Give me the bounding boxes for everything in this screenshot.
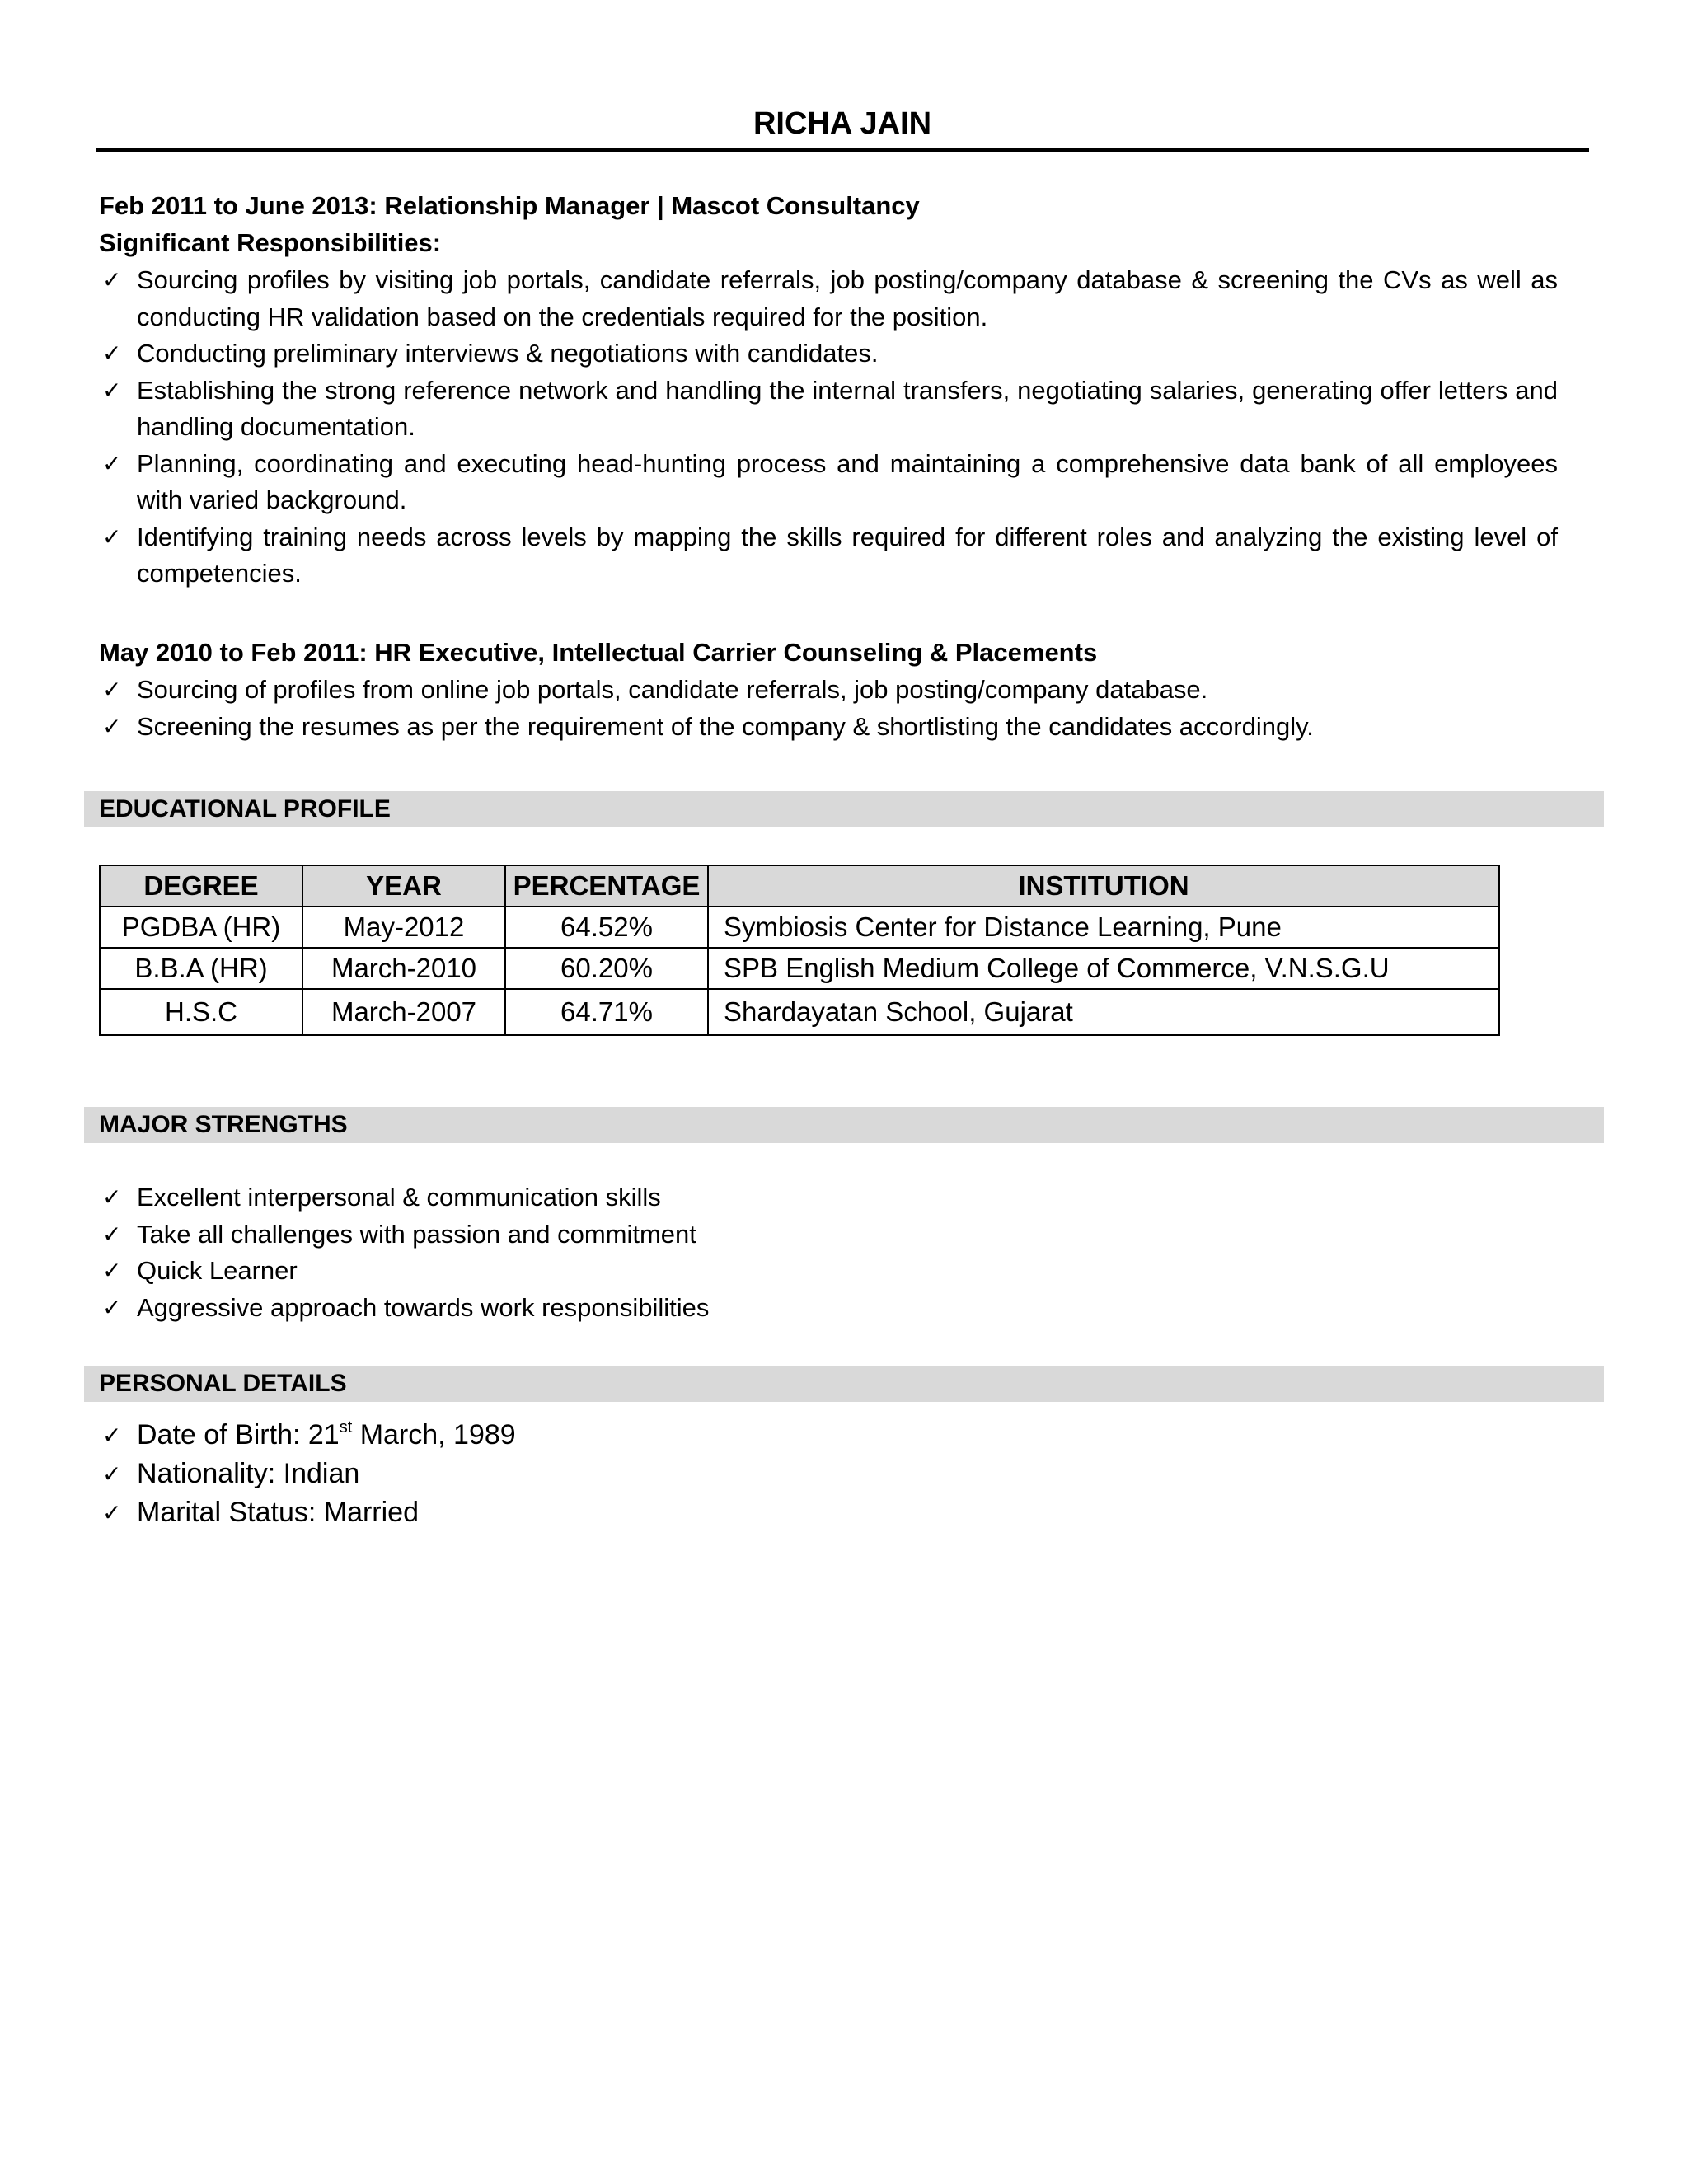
list-item-nationality: ✓ Nationality: Indian <box>99 1455 1558 1493</box>
list-item: ✓ Identifying training needs across levels by mapping the skills required for different roles and analyzing the existing level of competencies. <box>99 519 1558 593</box>
list-item: ✓ Excellent interpersonal & communication skills <box>99 1179 1558 1216</box>
table-row <box>100 948 1499 989</box>
list-item: ✓ Quick Learner <box>99 1253 1558 1290</box>
cell-percentage: 60.20% <box>505 948 708 989</box>
list-item: ✓ Establishing the strong reference network and handling the internal transfers, negotiating salaries, generating offer letters and handling documentation. <box>99 373 1558 446</box>
list-item: ✓ Planning, coordinating and executing head-hunting process and maintaining a comprehensive data bank of all employees with varied background. <box>99 446 1558 519</box>
cell-institution: SPB English Medium College of Commerce, V.N.S.G.U <box>708 948 1499 989</box>
cell-year: May-2012 <box>302 907 505 948</box>
checkmark-icon: ✓ <box>102 1499 122 1526</box>
candidate-name: RICHA JAIN <box>753 106 932 141</box>
list-item: ✓ Sourcing of profiles from online job portals, candidate referrals, job posting/company database. <box>99 672 1558 709</box>
personal-details-header <box>84 1366 1604 1402</box>
cell-year: March-2007 <box>302 989 505 1035</box>
cell-institution: Shardayatan School, Gujarat <box>708 989 1499 1035</box>
job1-subheading: Significant Responsibilities: <box>99 228 442 257</box>
cell-degree: B.B.A (HR) <box>100 948 302 989</box>
checkmark-icon: ✓ <box>102 1220 122 1248</box>
col-degree: DEGREE <box>100 865 302 907</box>
cell-year: March-2010 <box>302 948 505 989</box>
name-underline <box>96 148 1589 152</box>
cell-percentage: 64.71% <box>505 989 708 1035</box>
educational-profile-header <box>84 791 1604 827</box>
section-title: PERSONAL DETAILS <box>99 1370 347 1397</box>
checkmark-icon: ✓ <box>102 266 122 293</box>
job1-heading: Feb 2011 to June 2013: Relationship Manager | Mascot Consultancy <box>99 191 920 220</box>
table-row <box>100 907 1499 948</box>
list-item: ✓ Aggressive approach towards work responsibilities <box>99 1290 1558 1327</box>
cell-percentage: 64.52% <box>505 907 708 948</box>
strengths-list <box>99 1179 1558 1326</box>
personal-details-list <box>99 1416 1558 1532</box>
col-year: YEAR <box>302 865 505 907</box>
checkmark-icon: ✓ <box>102 1460 122 1488</box>
table-header-row <box>100 865 1499 907</box>
section-title: EDUCATIONAL PROFILE <box>99 795 391 823</box>
checkmark-icon: ✓ <box>102 449 122 477</box>
table-row <box>100 989 1499 1035</box>
job2-heading: May 2010 to Feb 2011: HR Executive, Intellectual Carrier Counseling & Placements <box>99 638 1098 667</box>
list-item: ✓ Take all challenges with passion and commitment <box>99 1216 1558 1254</box>
cell-institution: Symbiosis Center for Distance Learning, Pune <box>708 907 1499 948</box>
checkmark-icon: ✓ <box>102 523 122 551</box>
checkmark-icon: ✓ <box>102 1257 122 1284</box>
job2-responsibilities <box>99 672 1558 745</box>
col-institution: INSTITUTION <box>708 865 1499 907</box>
checkmark-icon: ✓ <box>102 340 122 367</box>
checkmark-icon: ✓ <box>102 376 122 404</box>
col-percentage: PERCENTAGE <box>505 865 708 907</box>
checkmark-icon: ✓ <box>102 676 122 703</box>
major-strengths-header <box>84 1107 1604 1143</box>
cell-degree: PGDBA (HR) <box>100 907 302 948</box>
list-item: ✓ Sourcing profiles by visiting job portals, candidate referrals, job posting/company database & screening the CVs as well as conducting HR validation based on the credentials required for the position. <box>99 262 1558 335</box>
checkmark-icon: ✓ <box>102 1422 122 1449</box>
section-title: MAJOR STRENGTHS <box>99 1111 348 1138</box>
checkmark-icon: ✓ <box>102 712 122 740</box>
checkmark-icon: ✓ <box>102 1293 122 1321</box>
list-item-dob: ✓ Date of Birth: 21st March, 1989 <box>99 1416 1558 1455</box>
education-table <box>99 865 1500 1036</box>
list-item-marital-status: ✓ Marital Status: Married <box>99 1493 1558 1532</box>
cell-degree: H.S.C <box>100 989 302 1035</box>
list-item: ✓ Screening the resumes as per the requirement of the company & shortlisting the candidates accordingly. <box>99 709 1558 746</box>
checkmark-icon: ✓ <box>102 1183 122 1211</box>
list-item: ✓ Conducting preliminary interviews & negotiations with candidates. <box>99 335 1558 373</box>
job1-responsibilities <box>99 262 1558 593</box>
